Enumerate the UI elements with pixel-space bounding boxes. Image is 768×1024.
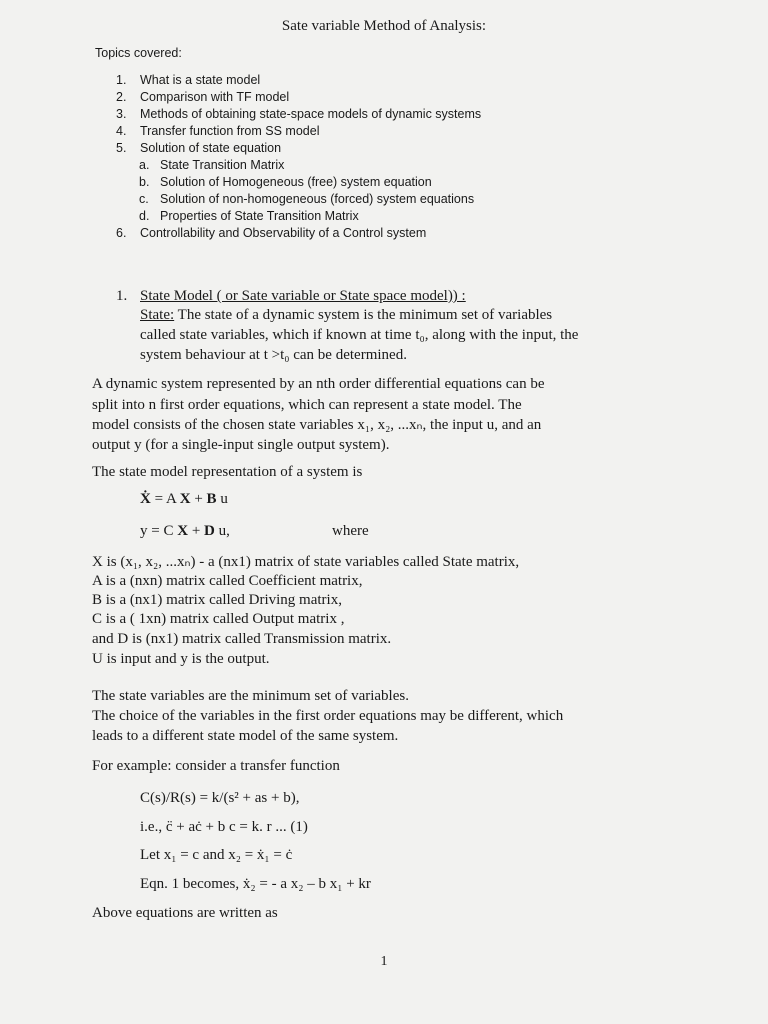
page-title: Sate variable Method of Analysis: xyxy=(281,18,487,34)
section-number: 1. xyxy=(116,288,128,304)
topic-text: Solution of Homogeneous (free) system equation xyxy=(160,175,432,189)
topic-number: 1. xyxy=(116,73,127,87)
topic-text: Transfer function from SS model xyxy=(140,124,320,138)
paragraph-line: A dynamic system represented by an nth order differential equations can be xyxy=(92,376,545,392)
topic-subitem xyxy=(116,208,481,225)
eq-part: y = C xyxy=(140,523,178,539)
page-number: 1 xyxy=(380,954,388,969)
b-bold: B xyxy=(206,491,217,507)
state-label: State: xyxy=(140,307,175,323)
closing-line: Above equations are written as xyxy=(92,905,278,921)
topic-subitem xyxy=(116,174,481,191)
topic-number: 5. xyxy=(116,141,127,155)
example-intro: For example: consider a transfer function xyxy=(92,758,340,774)
topic-item xyxy=(116,72,481,89)
state-definition-line3: system behaviour at t >t₀ can be determined. xyxy=(140,347,407,363)
topic-text: Solution of non-homogeneous (forced) system equations xyxy=(160,192,475,206)
topic-text: Solution of state equation xyxy=(140,141,282,155)
d-bold: D xyxy=(204,523,215,539)
topic-item xyxy=(116,106,481,123)
topic-item xyxy=(116,225,481,242)
topic-number: 6. xyxy=(116,226,127,240)
state-equation xyxy=(140,491,228,508)
topic-text: What is a state model xyxy=(140,73,261,87)
definition-line: X is (x₁, x₂, ...xₙ) - a (nx1) matrix of state variables called State matrix, xyxy=(92,554,520,570)
topic-number: b. xyxy=(139,175,150,189)
topic-text: Methods of obtaining state-space models of dynamic systems xyxy=(140,107,482,121)
state-text: The state of a dynamic system is the minimum set of variables xyxy=(174,307,553,323)
x-dot: Ẋ xyxy=(140,491,151,507)
eq-part: u xyxy=(216,491,228,507)
topic-subitem xyxy=(116,191,481,208)
topic-text: Comparison with TF model xyxy=(140,90,290,104)
eq-part: u, xyxy=(214,523,230,539)
paragraph-line: output y (for a single-input single output system). xyxy=(92,437,390,453)
state-definition-line2: called state variables, which if known at time t₀, along with the input, the xyxy=(140,327,579,343)
topics-list xyxy=(116,72,481,242)
topic-item xyxy=(116,89,481,106)
definition-line: C is a ( 1xn) matrix called Output matrix , xyxy=(92,611,345,627)
definition-line: B is a (nx1) matrix called Driving matrix, xyxy=(92,592,342,608)
eq-part: = A xyxy=(150,491,180,507)
topic-item xyxy=(116,140,481,157)
paragraph-line: The state model representation of a system is xyxy=(92,464,363,480)
topic-text: Properties of State Transition Matrix xyxy=(160,209,359,223)
paragraph-line: leads to a different state model of the same system. xyxy=(92,728,399,744)
section-1-heading-line xyxy=(116,287,466,306)
topic-number: 2. xyxy=(116,90,127,104)
definition-line: A is a (nxn) matrix called Coefficient matrix, xyxy=(92,573,363,589)
paragraph-line: The choice of the variables in the first order equations may be different, which xyxy=(92,708,564,724)
topic-number: c. xyxy=(139,192,149,206)
x-bold: X xyxy=(177,523,189,539)
eq-part: + xyxy=(188,523,205,539)
topic-item xyxy=(116,123,481,140)
state-definition-line1 xyxy=(140,306,552,325)
x-bold: X xyxy=(179,491,191,507)
topic-number: a. xyxy=(139,158,150,172)
paragraph-line: model consists of the chosen state variables x₁, x₂, ...xₙ, the input u, and an xyxy=(92,417,542,433)
definition-line: U is input and y is the output. xyxy=(92,651,270,667)
topic-text: Controllability and Observability of a Control system xyxy=(140,226,427,240)
paragraph-line: split into n first order equations, which can represent a state model. The xyxy=(92,397,522,413)
example-equation: Let x₁ = c and x₂ = ẋ₁ = ċ xyxy=(140,847,293,863)
definition-line: and D is (nx1) matrix called Transmission matrix. xyxy=(92,631,392,647)
example-equation: i.e., c̈ + aċ + b c = k. r ... (1) xyxy=(140,819,308,835)
topic-number: d. xyxy=(139,209,150,223)
topics-heading: Topics covered: xyxy=(95,46,182,60)
section-heading: State Model ( or Sate variable or State space model)) : xyxy=(140,288,466,304)
topic-subitem xyxy=(116,157,481,174)
example-equation: Eqn. 1 becomes, ẋ₂ = - a x₂ – b x₁ + kr xyxy=(140,876,371,892)
paragraph-line: The state variables are the minimum set of variables. xyxy=(92,688,409,704)
eq-part: + xyxy=(190,491,207,507)
output-equation xyxy=(140,523,230,540)
topic-number: 4. xyxy=(116,124,127,138)
topic-number: 3. xyxy=(116,107,127,121)
example-equation: C(s)/R(s) = k/(s² + as + b), xyxy=(140,790,300,806)
where-label: where xyxy=(332,523,369,539)
topic-text: State Transition Matrix xyxy=(160,158,285,172)
